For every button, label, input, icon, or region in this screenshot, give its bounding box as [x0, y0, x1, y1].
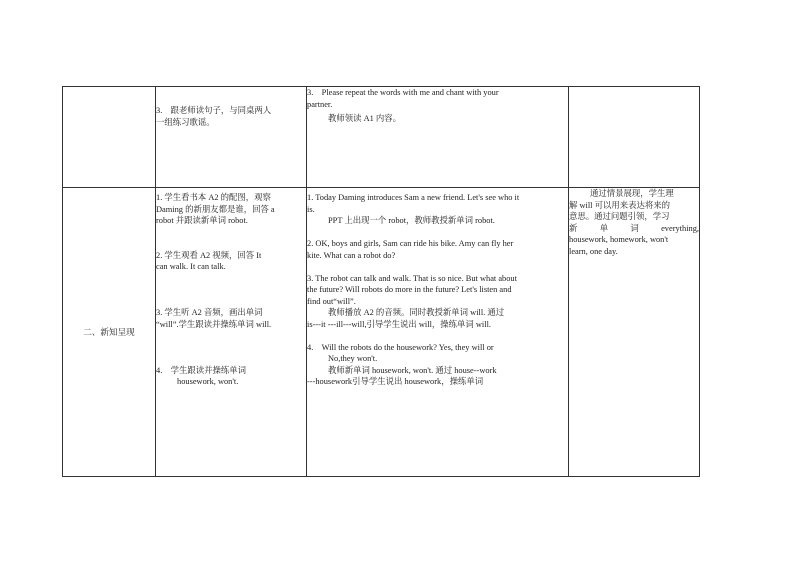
teacher-activity-line: is.	[307, 204, 315, 214]
teacher-activity-line: ---housework引导学生说出 housework，操练单词	[307, 377, 484, 386]
purpose-cell-empty	[569, 87, 700, 188]
teacher-activity-line: 教师领读 A1 内容。	[328, 114, 402, 123]
teacher-activity-cell	[307, 87, 569, 188]
lesson-plan-table	[62, 86, 700, 477]
purpose-line: 解 will 可以用来表达将来的	[569, 200, 670, 210]
teacher-activity-line: 3. The robot can talk and walk. That is so nice. But what about	[307, 273, 517, 283]
purpose-line: 意思。通过问题引领，学习	[569, 212, 670, 221]
student-activity-cell	[156, 87, 307, 188]
student-activity-line: Daming 的新朋友都是谁，回答 a	[156, 204, 275, 214]
teacher-activity-line: the future? Will robots do more in the future? Let's listen and	[307, 285, 512, 294]
purpose-line: 新 单 词 everything,	[569, 223, 699, 233]
teacher-activity-line: kite. What can a robot do?	[307, 250, 396, 260]
stage-cell-empty	[63, 87, 156, 188]
table-row	[63, 87, 700, 188]
teacher-activity-line: 4. Will the robots do the housework? Yes, they will or	[307, 342, 494, 352]
teacher-activity-line: 3. Please repeat the words with me and chant with your	[307, 88, 499, 97]
student-activity-line: can walk. It can talk.	[156, 262, 226, 271]
student-activity-line: 1. 学生看书本 A2 的配图，观察	[156, 193, 271, 202]
student-activity-cell	[156, 188, 307, 477]
teacher-activity-line: 1. Today Daming introduces Sam a new friend. Let's see who it	[307, 193, 520, 202]
teacher-activity-line: partner.	[307, 99, 333, 109]
teacher-activity-line: 2. OK, boys and girls, Sam can ride his bike. Amy can fly her	[307, 239, 514, 248]
purpose-cell	[569, 188, 700, 477]
student-activity-line: 一组练习歌谣。	[156, 117, 215, 127]
student-activity-line: 2. 学生观看 A2 视频，回答 It	[156, 250, 262, 260]
teacher-activity-cell	[307, 188, 569, 477]
teacher-activity-line: is---it ---ill---will,引导学生说出 will，操练单词 will.	[307, 319, 491, 329]
student-activity-line: 4. 学生跟读并操练单词	[156, 365, 247, 375]
table-row	[63, 188, 700, 477]
student-activity-line: 3. 跟老师读句子，与同桌两人	[156, 106, 272, 115]
student-activity-line: robot 并跟读新单词 robot.	[156, 216, 248, 225]
student-activity-line: “will”.学生跟读并操练单词 will.	[156, 319, 272, 329]
teacher-activity-line: PPT 上出现一个 robot，教师教授新单词 robot.	[328, 216, 495, 225]
teacher-activity-line: No,they won't.	[328, 354, 378, 363]
teacher-activity-line: 教师新单词 housework, won't. 通过 house--work	[328, 365, 497, 375]
teacher-activity-line: 教师播放 A2 的音频。同时教授新单词 will. 通过	[328, 308, 505, 317]
stage-label: 二、新知呈现	[63, 188, 156, 477]
purpose-line: 通过情景展现，学生理	[590, 189, 674, 198]
student-activity-line: 3. 学生听 A2 音频，画出单词	[156, 308, 263, 317]
purpose-line: housework, homework, won't	[569, 235, 669, 244]
purpose-line: learn, one day.	[569, 246, 618, 256]
student-activity-line: housework, won't.	[177, 377, 239, 386]
teacher-activity-line: find out“will”.	[307, 296, 356, 306]
